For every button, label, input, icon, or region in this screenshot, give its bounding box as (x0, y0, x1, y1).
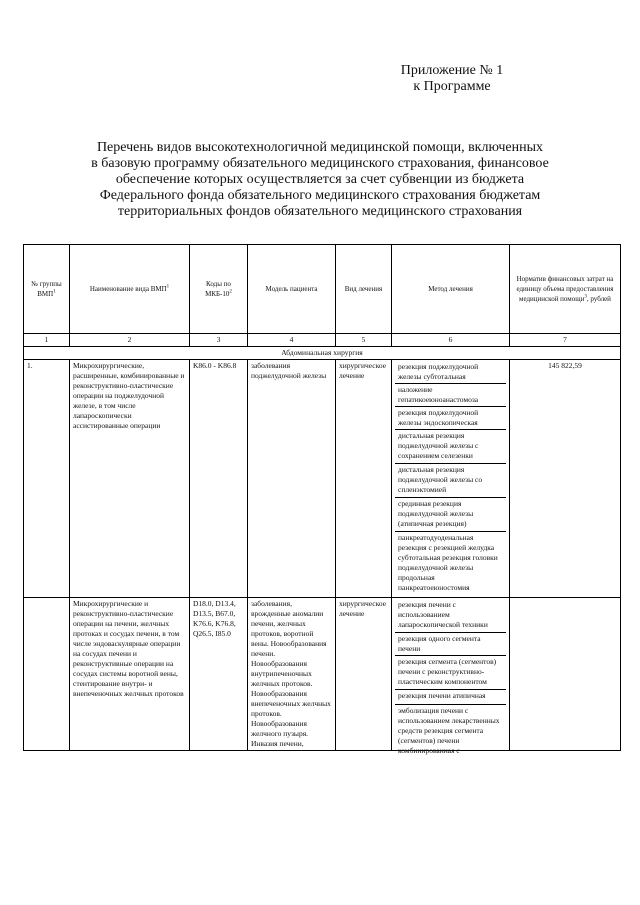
patient-model: заболевания, врожденные аномалии печени, желчных протоков, воротной вены. Новообразования печени. Новообразования внутрипеченочных желчных протоков. Новообразования внепеченочных желчных протоков. Новообразования желчного пузыря. Инвазия печени, (248, 598, 336, 751)
title-line-5: территориальных фондов обязательного медицинского страхования (117, 204, 523, 219)
price (510, 598, 621, 751)
group-number (24, 598, 70, 751)
column-number-row (24, 334, 621, 347)
vmp-table (23, 244, 621, 755)
method-item: дистальная резекция поджелудочной железы со спленэктомией (395, 464, 506, 498)
method-item: резекция печени с использованием лапароскопической техники (395, 599, 506, 633)
method-item: резекция поджелудочной железы эндоскопическая (395, 407, 506, 430)
vmp-name: Микрохирургические, расширенные, комбинированные и реконструктивно-пластические операции на поджелудочной железе, в том числе лапароскопически ассистированные операции (70, 360, 190, 598)
title-line-1: Перечень видов высокотехнологичной медицинской помощи, включенных (96, 140, 544, 155)
appendix-line-1: Приложение № 1 (400, 63, 504, 78)
header-group-no: № группы ВМП$^1$ (24, 245, 70, 334)
method-item: панкреатодуоденальная резекция с резекцией желудка субтотальная резекция головки поджелудочной железы продольная панкреатоеюностомия (398, 533, 498, 592)
column-number: 1 (24, 334, 70, 347)
column-number: 3 (190, 334, 248, 347)
vmp-name: Микрохирургические и реконструктивно-пластические операции на печени, желчных протоках и сосудах печени, в том числе эндоваскулярные операции на сосудах печени и реконструктивные операции на сосудах системы воротной вены, стентирование внутри- и внепеченочных желчных протоков (70, 598, 190, 751)
icd-codes: D18.0, D13.4, D13.5, B67.0, K76.6, K76.8, Q26.5, I85.0 (190, 598, 248, 751)
appendix-line-2: к Программе (413, 79, 491, 94)
document-title (60, 140, 580, 220)
table-row (24, 360, 621, 598)
treatment-methods (392, 598, 510, 755)
price: 145 822,59 (510, 360, 621, 598)
method-item: эмболизация печени с использованием лекарственных средств резекция сегмента (сегментов) печени комбинированная с (398, 706, 500, 755)
header-model: Модель пациента (248, 245, 336, 334)
section-row (24, 347, 621, 360)
column-number: 6 (392, 334, 510, 347)
method-item: наложение гепатикоеюноанастомоза (395, 384, 506, 407)
header-treatment: Вид лечения (336, 245, 392, 334)
title-line-3: обеспечение которых осуществляется за счет субвенции из бюджета (115, 172, 525, 187)
method-item: резекция сегмента (сегментов) печени с реконструктивно-пластическим компонентом (395, 656, 506, 690)
table-row (24, 598, 621, 751)
method-item: дистальная резекция поджелудочной железы с сохранением селезенки (395, 430, 506, 464)
table-header-row (24, 245, 621, 334)
patient-model: заболевания поджелудочной железы (248, 360, 336, 598)
title-line-4: Федерального фонда обязательного медицинского страхования бюджетам (99, 188, 541, 203)
method-item: резекция печени атипичная (395, 690, 506, 705)
column-number: 4 (248, 334, 336, 347)
treatment-type: хирургическое лечение (336, 360, 392, 598)
header-codes: Коды по МКБ-$10^2$ (190, 245, 248, 334)
column-number: 7 (510, 334, 621, 347)
column-number: 2 (70, 334, 190, 347)
treatment-methods (392, 360, 510, 598)
method-item: срединная резекция поджелудочной железы (атипичная резекция) (395, 498, 506, 532)
title-line-2: в базовую программу обязательного медицинского страхования, финансовое (91, 156, 549, 171)
column-number: 5 (336, 334, 392, 347)
section-title: Абдоминальная хирургия (24, 347, 621, 360)
icd-codes: K86.0 - K86.8 (190, 360, 248, 598)
header-norm: Норматив финансовых затрат на единицу объема предоставления медицинской помощи$^3$, рублей (510, 245, 621, 334)
method-item: резекция поджелудочной железы субтотальная (395, 361, 506, 384)
appendix-label (352, 63, 552, 95)
method-item: резекция одного сегмента печени (395, 633, 506, 656)
treatment-type: хирургическое лечение (336, 598, 392, 751)
header-method: Метод лечения (392, 245, 510, 334)
group-number: 1. (24, 360, 70, 598)
header-name: Наименование вида ВМП$^1$ (70, 245, 190, 334)
